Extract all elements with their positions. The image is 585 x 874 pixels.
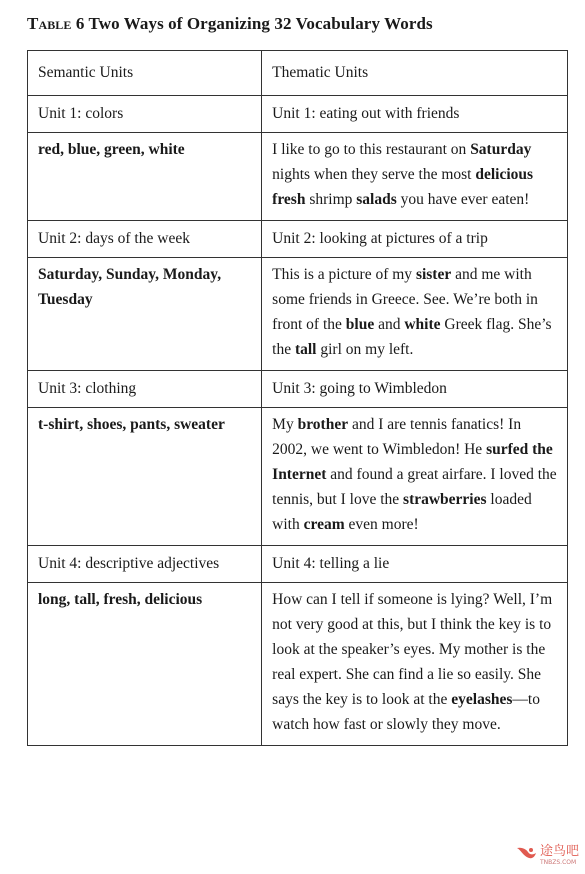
thematic-unit-title: Unit 1: eating out with friends [262,96,568,133]
vocabulary-word: Saturday [470,141,532,158]
header-semantic-units: Semantic Units [28,51,262,96]
semantic-word-list: red, blue, green, white [28,133,262,221]
thematic-unit-title: Unit 2: looking at pictures of a trip [262,221,568,258]
vocabulary-word: delicious fresh [272,166,534,208]
table-header-row [28,51,568,96]
watermark-brand: 途鸟吧 [539,844,579,859]
thematic-unit-title: Unit 4: telling a lie [262,546,568,583]
unit-content-row [28,258,568,371]
vocabulary-word: blue [345,316,375,333]
site-watermark [515,840,579,866]
thematic-passage: My brother and I are tennis fanatics! In 2002, we went to Wimbledon! He surfed the Internet and found a great airfare. I loved the tennis, but I love the strawberries loaded with cream even more! [262,408,568,546]
table-title: Two Ways of Organizing 32 Vocabulary Words [88,14,433,33]
vocabulary-word: brother [297,416,349,433]
semantic-word-list: long, tall, fresh, delicious [28,583,262,746]
semantic-unit-title: Unit 4: descriptive adjectives [28,546,262,583]
table-number: Table 6 [27,14,85,33]
vocabulary-word: sister [415,266,452,283]
header-thematic-units: Thematic Units [262,51,568,96]
unit-title-row [28,221,568,258]
semantic-word-list: t-shirt, shoes, pants, sweater [28,408,262,546]
vocabulary-table [27,50,568,746]
thematic-passage: I like to go to this restaurant on Saturday nights when they serve the most delicious fresh shrimp salads you have ever eaten! [262,133,568,221]
vocabulary-word: salads [356,191,397,208]
unit-content-row [28,408,568,546]
semantic-unit-title: Unit 2: days of the week [28,221,262,258]
thematic-passage: How can I tell if someone is lying? Well, I’m not very good at this, but I think the key is to look at the speaker’s eyes. My mother is the real expert. She can find a lie so easily. She says the key is to look at the eyelashes—to watch how fast or slowly they move. [262,583,568,746]
unit-title-row [28,371,568,408]
vocabulary-word: strawberries [403,491,487,508]
vocabulary-word: white [404,316,441,333]
watermark-url: TNBZS.COM [539,859,577,866]
semantic-unit-title: Unit 1: colors [28,96,262,133]
semantic-word-list: Saturday, Sunday, Monday, Tuesday [28,258,262,371]
vocabulary-word: surfed the Internet [272,441,553,483]
unit-content-row [28,133,568,221]
thematic-passage: This is a picture of my sister and me with some friends in Greece. See. We’re both in front of the blue and white Greek flag. She’s the tall girl on my left. [262,258,568,371]
thematic-unit-title: Unit 3: going to Wimbledon [262,371,568,408]
unit-content-row [28,583,568,746]
unit-title-row [28,546,568,583]
bird-logo-icon [515,842,537,864]
vocabulary-word: tall [294,341,317,358]
table-caption [27,14,433,34]
vocabulary-word: eyelashes [451,691,513,708]
unit-title-row [28,96,568,133]
vocabulary-word: cream [303,516,345,533]
semantic-unit-title: Unit 3: clothing [28,371,262,408]
